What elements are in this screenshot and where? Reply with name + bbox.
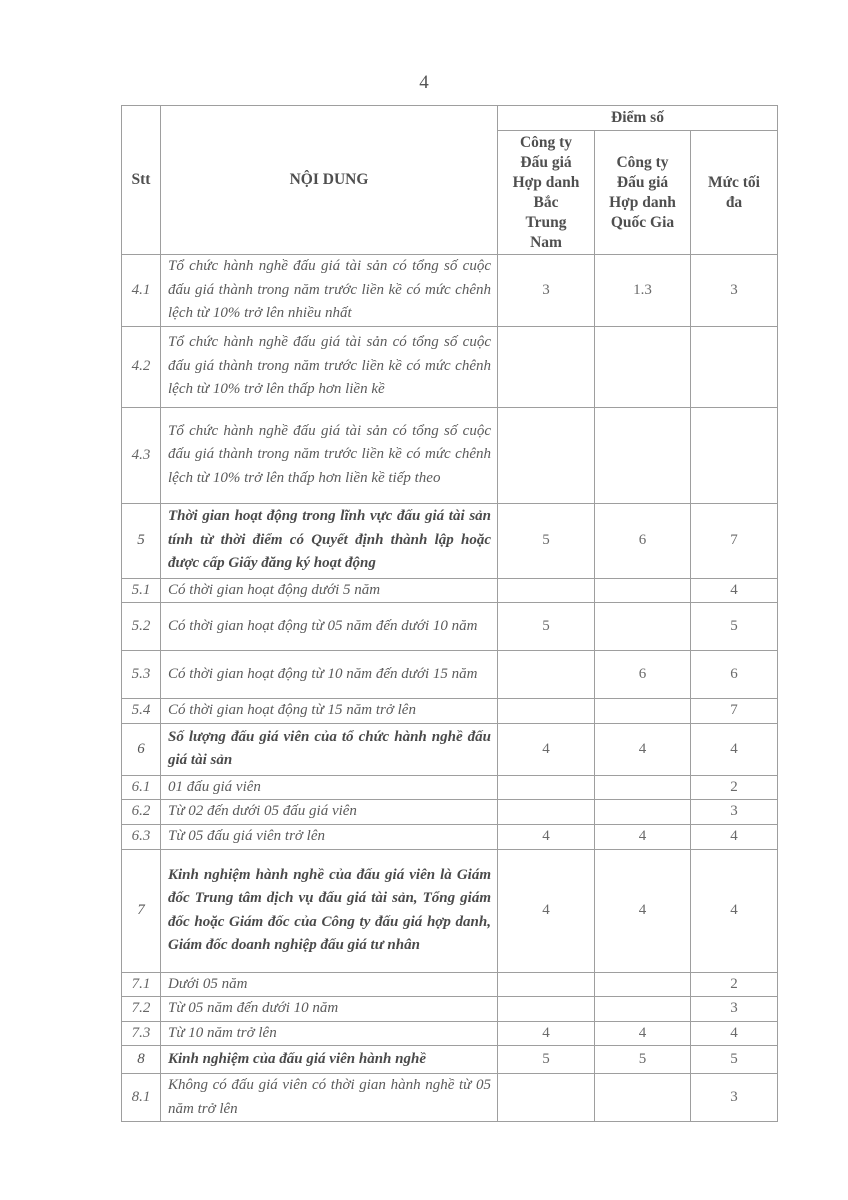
row-content: Từ 05 năm đến dưới 10 năm xyxy=(161,997,498,1022)
header-stt: Stt xyxy=(122,106,161,255)
row-score-company-b xyxy=(595,997,691,1022)
row-stt: 6 xyxy=(122,723,161,775)
row-stt: 7.2 xyxy=(122,997,161,1022)
row-stt: 7 xyxy=(122,849,161,972)
row-score-max xyxy=(691,326,778,407)
table-row xyxy=(122,849,778,972)
row-content: Từ 02 đến dưới 05 đấu giá viên xyxy=(161,800,498,825)
row-score-max: 7 xyxy=(691,503,778,578)
row-score-max xyxy=(691,407,778,503)
row-stt: 4.1 xyxy=(122,255,161,327)
table-row xyxy=(122,1046,778,1074)
row-content: Có thời gian hoạt động dưới 5 năm xyxy=(161,578,498,603)
table-row xyxy=(122,326,778,407)
table-row xyxy=(122,972,778,997)
row-score-company-b xyxy=(595,1074,691,1122)
row-score-company-a xyxy=(498,407,595,503)
row-score-company-a xyxy=(498,1074,595,1122)
row-stt: 6.2 xyxy=(122,800,161,825)
header-company-a: Công ty Đấu giá Hợp danh Bắc Trung Nam xyxy=(498,131,595,255)
row-score-company-b xyxy=(595,603,691,651)
row-stt: 5.1 xyxy=(122,578,161,603)
table-row xyxy=(122,407,778,503)
row-score-company-b xyxy=(595,775,691,800)
row-content: Kinh nghiệm hành nghề của đấu giá viên là Giám đốc Trung tâm dịch vụ đấu giá tài sản, Tổng giám đốc hoặc Giám đốc của Công ty đấu giá hợp danh, Giám đốc doanh nghiệp đấu giá tư nhân xyxy=(161,849,498,972)
table-row xyxy=(122,699,778,724)
row-score-max: 4 xyxy=(691,849,778,972)
table-row xyxy=(122,578,778,603)
row-score-company-b xyxy=(595,407,691,503)
table-row xyxy=(122,1074,778,1122)
row-score-max: 7 xyxy=(691,699,778,724)
row-score-max: 3 xyxy=(691,1074,778,1122)
row-score-company-b: 5 xyxy=(595,1046,691,1074)
row-stt: 5.3 xyxy=(122,651,161,699)
row-score-max: 5 xyxy=(691,603,778,651)
row-stt: 7.3 xyxy=(122,1021,161,1046)
row-content: Từ 10 năm trở lên xyxy=(161,1021,498,1046)
row-content: Tổ chức hành nghề đấu giá tài sản có tổng số cuộc đấu giá thành trong năm trước liền kề có mức chênh lệch từ 10% trở lên thấp hơn liền kề tiếp theo xyxy=(161,407,498,503)
row-score-max: 6 xyxy=(691,651,778,699)
row-score-company-b: 4 xyxy=(595,824,691,849)
row-score-company-a: 5 xyxy=(498,503,595,578)
row-score-company-b xyxy=(595,326,691,407)
row-content: Tổ chức hành nghề đấu giá tài sản có tổng số cuộc đấu giá thành trong năm trước liền kề có mức chênh lệch từ 10% trở lên thấp hơn liền kề xyxy=(161,326,498,407)
row-score-company-a: 4 xyxy=(498,849,595,972)
row-stt: 8.1 xyxy=(122,1074,161,1122)
row-score-company-a: 5 xyxy=(498,603,595,651)
row-score-max: 3 xyxy=(691,997,778,1022)
header-max-score: Mức tối đa xyxy=(691,131,778,255)
row-content: Dưới 05 năm xyxy=(161,972,498,997)
row-score-company-a xyxy=(498,699,595,724)
table-row xyxy=(122,255,778,327)
header-score-group: Điểm số xyxy=(498,106,778,131)
row-stt: 5.2 xyxy=(122,603,161,651)
table-row xyxy=(122,651,778,699)
row-score-company-b: 6 xyxy=(595,651,691,699)
row-score-company-b: 6 xyxy=(595,503,691,578)
row-content: Số lượng đấu giá viên của tổ chức hành nghề đấu giá tài sản xyxy=(161,723,498,775)
row-content: Thời gian hoạt động trong lĩnh vực đấu giá tài sản tính từ thời điểm có Quyết định thành lập hoặc được cấp Giấy đăng ký hoạt động xyxy=(161,503,498,578)
header-content: NỘI DUNG xyxy=(161,106,498,255)
row-score-company-a xyxy=(498,800,595,825)
row-score-max: 4 xyxy=(691,723,778,775)
row-stt: 6.3 xyxy=(122,824,161,849)
row-score-company-a xyxy=(498,775,595,800)
row-score-max: 2 xyxy=(691,775,778,800)
table-row xyxy=(122,997,778,1022)
row-content: 01 đấu giá viên xyxy=(161,775,498,800)
row-score-company-a xyxy=(498,578,595,603)
row-score-company-b xyxy=(595,699,691,724)
row-score-company-a: 4 xyxy=(498,723,595,775)
header-company-b: Công ty Đấu giá Hợp danh Quốc Gia xyxy=(595,131,691,255)
row-score-max: 3 xyxy=(691,255,778,327)
row-score-max: 4 xyxy=(691,578,778,603)
row-score-max: 4 xyxy=(691,824,778,849)
row-score-company-a xyxy=(498,972,595,997)
row-score-max: 2 xyxy=(691,972,778,997)
row-score-company-b: 4 xyxy=(595,723,691,775)
row-stt: 8 xyxy=(122,1046,161,1074)
row-score-company-b: 4 xyxy=(595,1021,691,1046)
row-score-max: 4 xyxy=(691,1021,778,1046)
row-content: Có thời gian hoạt động từ 05 năm đến dưới 10 năm xyxy=(161,603,498,651)
table-row xyxy=(122,824,778,849)
table-row xyxy=(122,1021,778,1046)
table-row xyxy=(122,800,778,825)
row-stt: 5 xyxy=(122,503,161,578)
table-row xyxy=(122,775,778,800)
row-content: Từ 05 đấu giá viên trở lên xyxy=(161,824,498,849)
table-row xyxy=(122,503,778,578)
row-stt: 7.1 xyxy=(122,972,161,997)
table-row xyxy=(122,723,778,775)
score-table xyxy=(121,105,778,1122)
row-content: Kinh nghiệm của đấu giá viên hành nghề xyxy=(161,1046,498,1074)
row-score-company-b xyxy=(595,800,691,825)
row-score-max: 5 xyxy=(691,1046,778,1074)
header-row-top xyxy=(122,106,778,131)
row-stt: 5.4 xyxy=(122,699,161,724)
row-score-company-a: 4 xyxy=(498,1021,595,1046)
row-stt: 4.3 xyxy=(122,407,161,503)
row-score-company-a xyxy=(498,997,595,1022)
row-score-company-a xyxy=(498,651,595,699)
row-score-company-b xyxy=(595,972,691,997)
table-body xyxy=(122,255,778,1122)
row-content: Tổ chức hành nghề đấu giá tài sản có tổng số cuộc đấu giá thành trong năm trước liền kề có mức chênh lệch từ 10% trở lên nhiều nhất xyxy=(161,255,498,327)
row-score-company-a: 5 xyxy=(498,1046,595,1074)
row-score-max: 3 xyxy=(691,800,778,825)
table-row xyxy=(122,603,778,651)
row-score-company-b: 1.3 xyxy=(595,255,691,327)
row-content: Có thời gian hoạt động từ 15 năm trở lên xyxy=(161,699,498,724)
row-stt: 6.1 xyxy=(122,775,161,800)
row-score-company-a: 4 xyxy=(498,824,595,849)
row-content: Không có đấu giá viên có thời gian hành nghề từ 05 năm trở lên xyxy=(161,1074,498,1122)
page-number: 4 xyxy=(419,72,429,93)
row-score-company-b: 4 xyxy=(595,849,691,972)
row-content: Có thời gian hoạt động từ 10 năm đến dưới 15 năm xyxy=(161,651,498,699)
row-stt: 4.2 xyxy=(122,326,161,407)
row-score-company-a: 3 xyxy=(498,255,595,327)
row-score-company-a xyxy=(498,326,595,407)
row-score-company-b xyxy=(595,578,691,603)
